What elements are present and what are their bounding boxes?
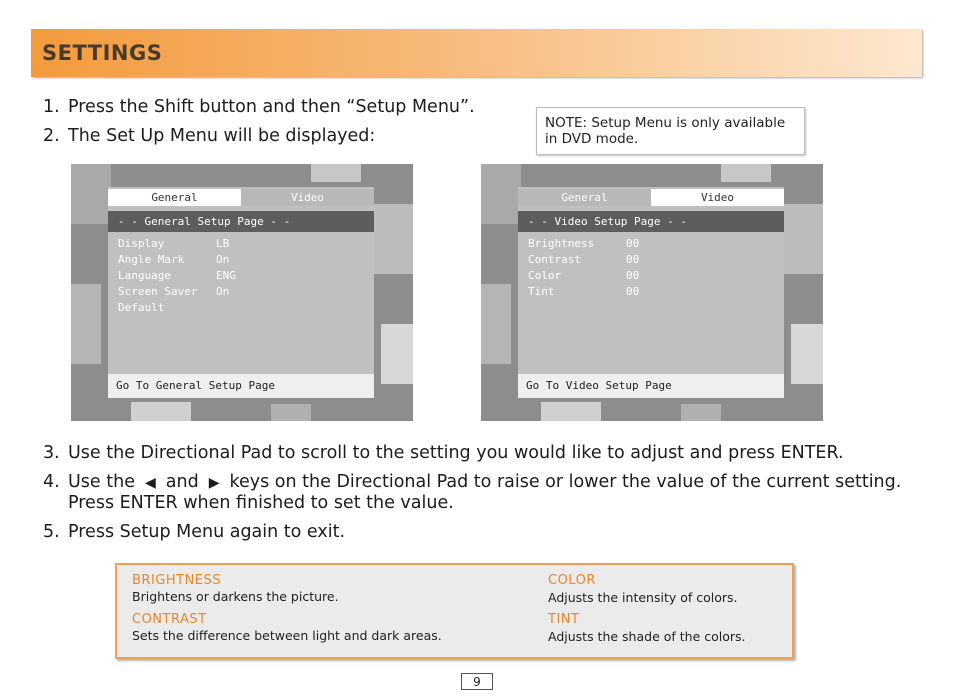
- menu-row-value: On: [216, 253, 230, 266]
- definitions-box: [115, 563, 794, 659]
- step-text-and: and: [165, 472, 199, 492]
- menu-page-header: - - General Setup Page - -: [108, 211, 374, 232]
- tab-video: Video: [651, 189, 784, 206]
- menu-page-header: - - Video Setup Page - -: [518, 211, 784, 232]
- brightness-term: BRIGHTNESS: [132, 573, 222, 588]
- tab-video: Video: [241, 189, 374, 206]
- general-setup-screenshot: [71, 164, 413, 421]
- step-number: 3.: [43, 443, 60, 463]
- menu-row-tint: [528, 285, 640, 298]
- menu-footer: Go To General Setup Page: [108, 374, 374, 398]
- step-text-post: keys on the Directional Pad to raise or lower the value of the current setting.: [229, 472, 902, 492]
- step-text: The Set Up Menu will be displayed:: [68, 126, 376, 146]
- section-banner: [31, 29, 922, 77]
- menu-row-language: [118, 269, 236, 282]
- menu-row-label: Tint: [528, 285, 555, 298]
- menu-row-default: [118, 301, 164, 314]
- section-title: SETTINGS: [42, 41, 163, 65]
- color-term: COLOR: [548, 573, 596, 588]
- menu-row-angle-mark: [118, 253, 230, 266]
- step-text: Press the Shift button and then “Setup Menu”.: [68, 97, 475, 117]
- menu-row-value: 00: [626, 237, 640, 250]
- note-box: NOTE: Setup Menu is only available in DVD mode.: [536, 107, 805, 155]
- step-2: [43, 126, 375, 146]
- video-setup-screenshot: [481, 164, 823, 421]
- brightness-definition: Brightens or darkens the picture.: [132, 589, 339, 604]
- menu-row-value: ENG: [216, 269, 236, 282]
- step-5: [43, 522, 345, 542]
- menu-row-contrast: [528, 253, 640, 266]
- step-3: [43, 443, 844, 463]
- menu-row-label: Display: [118, 237, 165, 250]
- menu-row-label: Default: [118, 301, 165, 314]
- tab-general: General: [518, 189, 651, 206]
- step-number: 2.: [43, 126, 60, 146]
- menu-row-screen-saver: [118, 285, 230, 298]
- tab-general: General: [108, 189, 241, 206]
- menu-row-label: Screen Saver: [118, 285, 198, 298]
- tint-definition: Adjusts the shade of the colors.: [548, 629, 746, 644]
- step-text-pre: Use the: [68, 472, 135, 492]
- menu-row-label: Angle Mark: [118, 253, 185, 266]
- menu-row-label: Language: [118, 269, 171, 282]
- contrast-definition: Sets the difference between light and dark areas.: [132, 628, 442, 643]
- menu-row-label: Color: [528, 269, 562, 282]
- step-number: 5.: [43, 522, 60, 542]
- setup-menu-panel: [518, 187, 784, 398]
- contrast-term: CONTRAST: [132, 612, 207, 627]
- menu-row-value: 00: [626, 269, 640, 282]
- step-1: [43, 97, 475, 117]
- menu-row-brightness: [528, 237, 640, 250]
- setup-menu-panel: [108, 187, 374, 398]
- menu-row-label: Contrast: [528, 253, 581, 266]
- color-definition: Adjusts the intensity of colors.: [548, 590, 738, 605]
- menu-row-value: 00: [626, 285, 640, 298]
- menu-row-value: 00: [626, 253, 640, 266]
- menu-row-display: [118, 237, 230, 250]
- menu-row-value: On: [216, 285, 230, 298]
- step-4: [43, 472, 901, 492]
- step-number: 1.: [43, 97, 60, 117]
- menu-footer: Go To Video Setup Page: [518, 374, 784, 398]
- menu-row-color: [528, 269, 640, 282]
- step-4-line-2: Press ENTER when finished to set the value.: [68, 493, 454, 513]
- step-number: 4.: [43, 472, 60, 492]
- menu-row-label: Brightness: [528, 237, 595, 250]
- step-text: Press Setup Menu again to exit.: [68, 522, 346, 542]
- tint-term: TINT: [548, 612, 580, 627]
- left-arrow-icon: ◀: [144, 475, 156, 491]
- step-text: Use the Directional Pad to scroll to the setting you would like to adjust and press ENTER.: [68, 443, 844, 463]
- menu-row-value: LB: [216, 237, 230, 250]
- page-number: 9: [461, 673, 493, 690]
- right-arrow-icon: ▶: [208, 475, 220, 491]
